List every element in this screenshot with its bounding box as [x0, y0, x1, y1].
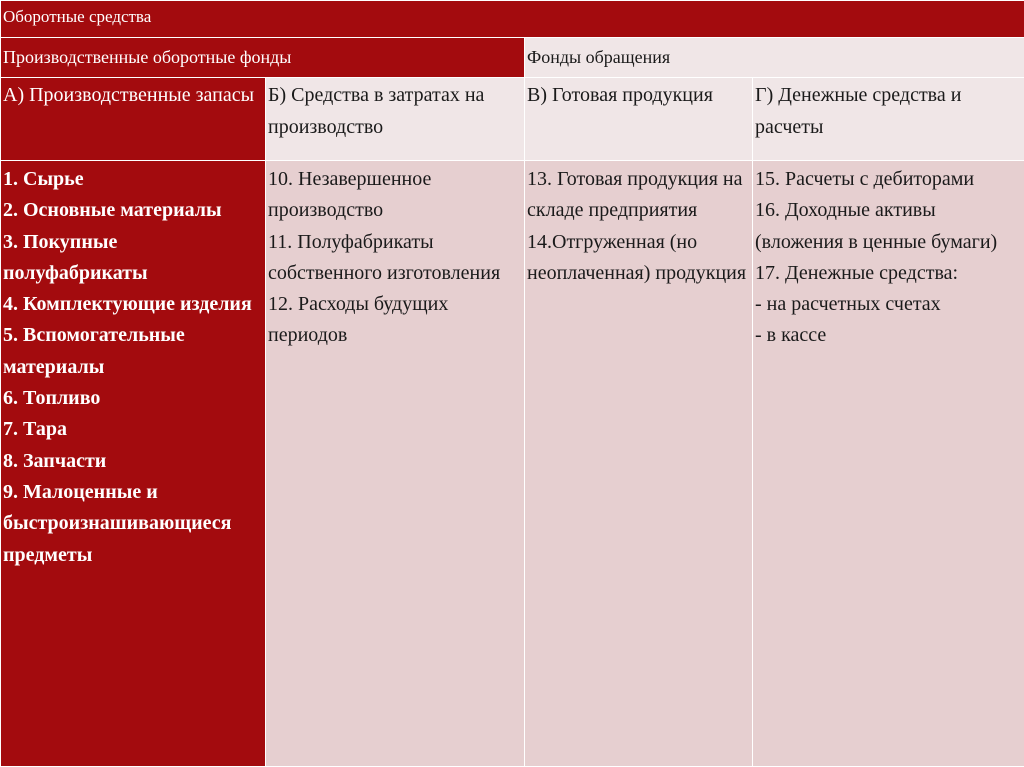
circulation-funds-header: Фонды обращения [525, 38, 1024, 78]
list-item: 9. Малоценные и быстроизнашивающиеся предметы [3, 480, 232, 566]
list-item: 17. Денежные средства: [755, 261, 959, 284]
category-a-header [1, 78, 266, 161]
category-v-header [525, 78, 753, 161]
list-item: 13. Готовая продукция на складе предприятия [527, 168, 743, 222]
category-label: Б) Средства в затратах на производство [268, 84, 485, 138]
list-item: 7. Тара [3, 418, 67, 441]
list-item: 6. Топливо [3, 387, 101, 410]
category-b-header [266, 78, 525, 161]
list-item: 8. Запчасти [3, 449, 107, 472]
list-item: 16. Доходные активы (вложения в ценные бумаги) [755, 199, 998, 253]
category-label: Г) Денежные средства и расчеты [755, 84, 962, 138]
list-item: 15. Расчеты с дебиторами [755, 168, 975, 190]
list-item: 2. Основные материалы [3, 199, 222, 222]
list-item: 12. Расходы будущих периодов [268, 293, 449, 347]
list-item: 11. Полуфабрикаты собственного изготовления [268, 230, 501, 284]
list-item: 3. Покупные полуфабрикаты [3, 230, 148, 284]
category-b-items [266, 161, 525, 767]
category-label: В) Готовая продукция [527, 84, 713, 106]
table-title: Оборотные средства [1, 1, 1024, 38]
list-item: 10. Незавершенное производство [268, 168, 432, 222]
category-v-items [525, 161, 753, 767]
list-item: 14.Отгруженная (но неоплаченная) продукция [527, 230, 747, 284]
list-item: 5. Вспомогательные материалы [3, 324, 185, 378]
list-item: - на расчетных счетах [755, 293, 941, 316]
list-item: - в кассе [755, 324, 827, 347]
category-g-header [753, 78, 1024, 161]
production-funds-header: Производственные оборотные фонды [1, 38, 525, 78]
category-label: А) Производственные запасы [3, 84, 255, 106]
list-item: 1. Сырье [3, 168, 84, 190]
category-g-items [753, 161, 1024, 767]
category-a-items [1, 161, 266, 767]
list-item: 4. Комплектующие изделия [3, 293, 252, 316]
